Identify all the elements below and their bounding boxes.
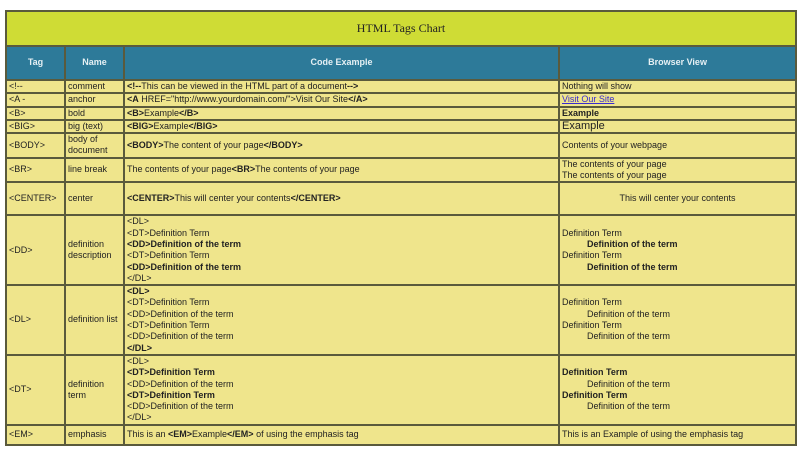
browser-view-text: Definition of the term bbox=[587, 378, 671, 389]
code-tag-text: </DL> bbox=[127, 342, 153, 353]
table-row bbox=[6, 107, 796, 120]
code-line bbox=[127, 356, 556, 367]
code-tag-text: <DD>Definition of the term bbox=[127, 238, 242, 249]
table-row bbox=[6, 80, 796, 93]
browser-view-text: Definition of the term bbox=[587, 331, 671, 342]
code-line bbox=[127, 379, 556, 390]
code-tag-text: <B> bbox=[127, 107, 145, 118]
cell-name: comment bbox=[65, 80, 124, 93]
code-tag-text: <EM> bbox=[168, 429, 193, 440]
code-text: of using the emphasis tag bbox=[253, 429, 359, 440]
cell-name: bold bbox=[65, 107, 124, 120]
column-header-code-example: Code Example bbox=[124, 46, 559, 80]
code-line bbox=[127, 228, 556, 239]
code-text: HREF="http://www.yourdomain.com/">Visit Our Site bbox=[138, 94, 349, 105]
browser-view-text: This will center your contents bbox=[619, 193, 736, 204]
code-text: </DL> bbox=[127, 272, 152, 283]
code-tag-text: <BIG> bbox=[127, 120, 154, 131]
cell-code-example bbox=[124, 425, 559, 445]
cell-browser-view bbox=[559, 158, 796, 183]
browser-view-text: Definition Term bbox=[562, 367, 628, 378]
code-line bbox=[127, 286, 556, 297]
cell-tag: <DL> bbox=[6, 285, 65, 355]
browser-view-text: Nothing will show bbox=[562, 81, 632, 91]
cell-name: anchor bbox=[65, 93, 124, 106]
code-text: <DT>Definition Term bbox=[127, 320, 210, 331]
code-tag-text: --> bbox=[347, 81, 359, 91]
cell-name: center bbox=[65, 182, 124, 215]
cell-tag: <A - bbox=[6, 93, 65, 106]
code-tag-text: </BODY> bbox=[263, 139, 303, 150]
code-line bbox=[127, 320, 556, 331]
code-text: <DT>Definition Term bbox=[127, 227, 210, 238]
code-line bbox=[127, 250, 556, 261]
code-tag-text: </B> bbox=[179, 107, 199, 118]
browser-view-text: Example bbox=[562, 107, 600, 118]
cell-tag: <CENTER> bbox=[6, 182, 65, 215]
browser-view-text: Definition of the term bbox=[587, 308, 671, 319]
code-line bbox=[127, 121, 556, 132]
browser-view-text: Contents of your webpage bbox=[562, 139, 668, 150]
cell-tag: <!-- bbox=[6, 80, 65, 93]
code-text: </DL> bbox=[127, 412, 152, 423]
browser-view-text: The contents of your page bbox=[562, 158, 667, 169]
cell-tag: <DD> bbox=[6, 215, 65, 285]
code-line bbox=[127, 343, 556, 354]
cell-browser-view bbox=[559, 285, 796, 355]
cell-code-example bbox=[124, 107, 559, 120]
cell-code-example bbox=[124, 182, 559, 215]
cell-browser-view bbox=[559, 182, 796, 215]
cell-browser-view bbox=[559, 120, 796, 133]
column-header-tag: Tag bbox=[6, 46, 65, 80]
column-header-browser-view: Browser View bbox=[559, 46, 796, 80]
cell-name: emphasis bbox=[65, 425, 124, 445]
code-text: Example bbox=[192, 429, 228, 440]
table-row bbox=[6, 215, 796, 285]
code-line bbox=[127, 108, 556, 119]
code-text: <DD>Definition of the term bbox=[127, 378, 234, 389]
table-row bbox=[6, 133, 796, 158]
code-tag-text: </BIG> bbox=[188, 120, 218, 131]
browser-view-text: Definition of the term bbox=[587, 401, 671, 412]
cell-browser-view bbox=[559, 215, 796, 285]
code-tag-text: <!-- bbox=[127, 81, 142, 91]
code-tag-text: </A> bbox=[348, 94, 368, 105]
code-line bbox=[127, 94, 556, 105]
code-line bbox=[127, 401, 556, 412]
code-text: The contents of your page bbox=[255, 164, 360, 175]
table-row bbox=[6, 158, 796, 183]
code-text: <DL> bbox=[127, 355, 150, 366]
code-text: <DD>Definition of the term bbox=[127, 401, 234, 412]
code-line bbox=[127, 412, 556, 423]
code-text: This will center your contents bbox=[174, 193, 291, 204]
code-text: Example bbox=[144, 107, 180, 118]
code-line bbox=[127, 309, 556, 320]
browser-view-text: Definition of the term bbox=[587, 261, 678, 272]
code-text: This can be viewed in the HTML part of a document bbox=[141, 81, 348, 91]
browser-view-text: This is an Example of using the emphasis tag bbox=[562, 429, 744, 440]
cell-tag: <DT> bbox=[6, 355, 65, 425]
cell-tag: <EM> bbox=[6, 425, 65, 445]
code-text: The content of your page bbox=[163, 139, 264, 150]
code-line bbox=[127, 81, 556, 92]
cell-browser-view bbox=[559, 355, 796, 425]
cell-code-example bbox=[124, 133, 559, 158]
table-row bbox=[6, 425, 796, 445]
code-line bbox=[127, 367, 556, 378]
cell-name: definition term bbox=[65, 355, 124, 425]
cell-browser-view bbox=[559, 425, 796, 445]
cell-code-example bbox=[124, 120, 559, 133]
code-line bbox=[127, 164, 556, 175]
code-tag-text: <DD>Definition of the term bbox=[127, 261, 242, 272]
cell-name: definition description bbox=[65, 215, 124, 285]
browser-view-text: Definition Term bbox=[562, 227, 622, 238]
code-tag-text: <CENTER> bbox=[127, 193, 175, 204]
cell-code-example bbox=[124, 285, 559, 355]
cell-tag: <BODY> bbox=[6, 133, 65, 158]
cell-tag: <BIG> bbox=[6, 120, 65, 133]
code-text: <DL> bbox=[127, 216, 150, 227]
code-text: <DT>Definition Term bbox=[127, 297, 210, 308]
code-line bbox=[127, 297, 556, 308]
cell-tag: <B> bbox=[6, 107, 65, 120]
cell-browser-view bbox=[559, 107, 796, 120]
browser-view-text: Definition Term bbox=[562, 389, 628, 400]
table-row bbox=[6, 285, 796, 355]
cell-tag: <BR> bbox=[6, 158, 65, 183]
cell-code-example bbox=[124, 93, 559, 106]
code-text: <DT>Definition Term bbox=[127, 250, 210, 261]
code-line bbox=[127, 262, 556, 273]
cell-name: big (text) bbox=[65, 120, 124, 133]
cell-code-example bbox=[124, 158, 559, 183]
chart-title: HTML Tags Chart bbox=[6, 11, 796, 46]
code-text: This is an bbox=[127, 429, 169, 440]
html-tags-chart bbox=[5, 10, 797, 446]
code-tag-text: <BODY> bbox=[127, 139, 164, 150]
table-row bbox=[6, 182, 796, 215]
browser-view-text: Definition of the term bbox=[587, 238, 678, 249]
code-line bbox=[127, 390, 556, 401]
visit-our-site-link[interactable]: Visit Our Site bbox=[562, 94, 615, 105]
cell-browser-view bbox=[559, 80, 796, 93]
cell-browser-view bbox=[559, 133, 796, 158]
code-line bbox=[127, 193, 556, 204]
code-line bbox=[127, 216, 556, 227]
browser-view-text: Example bbox=[562, 119, 605, 132]
code-line bbox=[127, 140, 556, 151]
code-tag-text: </EM> bbox=[227, 429, 254, 440]
table-body bbox=[6, 80, 796, 445]
browser-view-text: The contents of your page bbox=[562, 170, 667, 181]
code-line bbox=[127, 429, 556, 440]
code-tag-text: <BR> bbox=[231, 164, 256, 175]
cell-name: body of document bbox=[65, 133, 124, 158]
cell-code-example bbox=[124, 355, 559, 425]
code-tag-text: <DT>Definition Term bbox=[127, 367, 215, 378]
code-line bbox=[127, 331, 556, 342]
code-line bbox=[127, 239, 556, 250]
table-row bbox=[6, 93, 796, 106]
code-text: <DD>Definition of the term bbox=[127, 331, 234, 342]
browser-view-text: Definition Term bbox=[562, 320, 622, 331]
code-text: The contents of your page bbox=[127, 164, 232, 175]
table-row bbox=[6, 355, 796, 425]
cell-code-example bbox=[124, 80, 559, 93]
browser-view-text: Definition Term bbox=[562, 250, 622, 261]
code-text: <DD>Definition of the term bbox=[127, 308, 234, 319]
table-row bbox=[6, 120, 796, 133]
code-tag-text: <DL> bbox=[127, 286, 150, 297]
code-tag-text: <A bbox=[127, 94, 139, 105]
code-text: Example bbox=[153, 120, 189, 131]
cell-browser-view bbox=[559, 93, 796, 106]
code-line bbox=[127, 273, 556, 284]
cell-code-example bbox=[124, 215, 559, 285]
code-tag-text: <DT>Definition Term bbox=[127, 389, 215, 400]
column-header-name: Name bbox=[65, 46, 124, 80]
code-tag-text: </CENTER> bbox=[290, 193, 341, 204]
browser-view-text: Definition Term bbox=[562, 297, 622, 308]
cell-name: line break bbox=[65, 158, 124, 183]
cell-name: definition list bbox=[65, 285, 124, 355]
